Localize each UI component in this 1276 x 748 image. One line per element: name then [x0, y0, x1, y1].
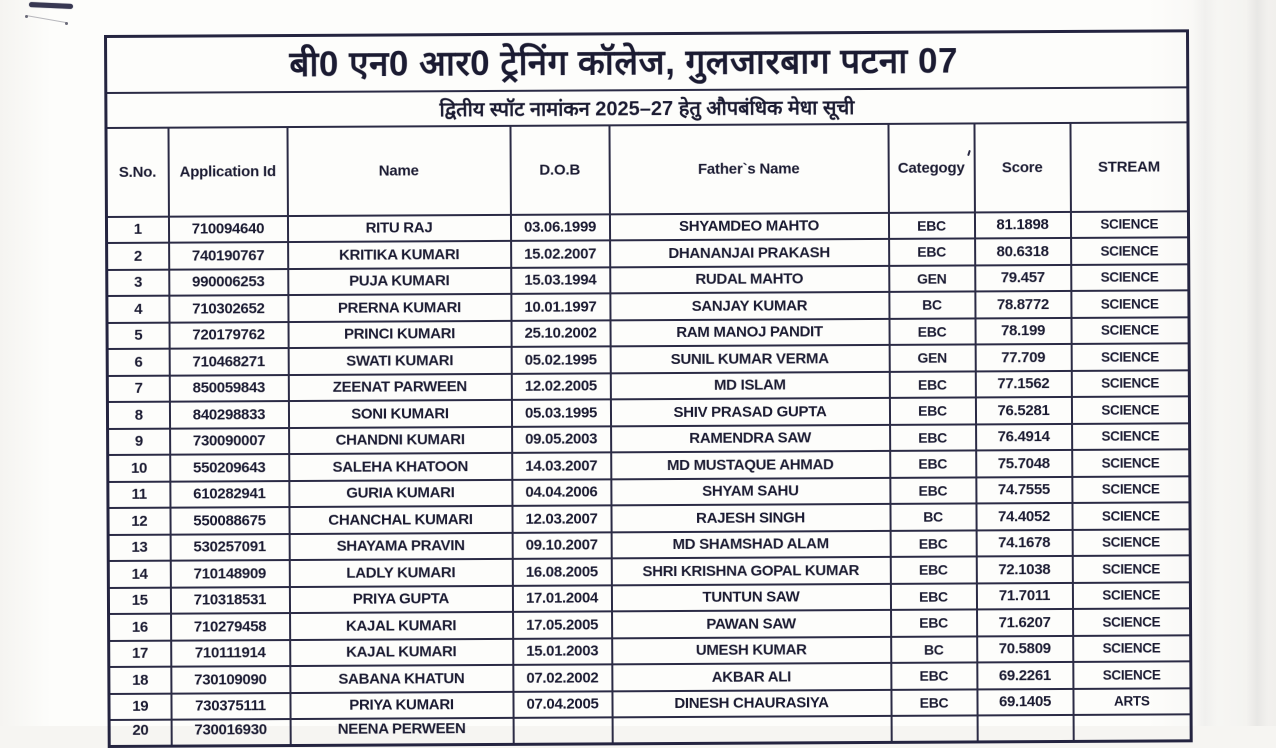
cell-name: SALEHA KHATOON	[289, 453, 512, 481]
cell-category: BC	[890, 503, 976, 530]
cell-category: EBC	[890, 556, 976, 583]
cell-application-id: 730375111	[171, 693, 290, 720]
cell-score: 74.7555	[976, 476, 1072, 503]
cell-stream	[1073, 714, 1191, 741]
ink-dot-artifact	[65, 22, 68, 25]
cell-dob: 15.02.2007	[511, 240, 610, 267]
cell-name: RITU RAJ	[287, 214, 510, 242]
cell-name: CHANCHAL KUMARI	[289, 506, 512, 534]
title-row	[106, 31, 1188, 93]
cell-father-name: SHRI KRISHNA GOPAL KUMAR	[611, 557, 890, 585]
cell-stream: SCIENCE	[1073, 661, 1191, 688]
cell-sno: 12	[108, 508, 170, 535]
cell-father-name: RAMENDRA SAW	[611, 424, 890, 452]
cell-category: EBC	[889, 318, 975, 345]
cell-application-id: 530257091	[170, 534, 289, 561]
cell-sno: 2	[107, 243, 169, 270]
cell-score: 76.5281	[975, 397, 1071, 424]
cell-father-name: RAM MANOJ PANDIT	[610, 318, 889, 346]
cell-father-name	[612, 716, 891, 744]
cell-stream: SCIENCE	[1072, 582, 1190, 609]
cell-score: 77.1562	[975, 370, 1071, 397]
cell-stream: SCIENCE	[1071, 317, 1189, 344]
cell-father-name: MD ISLAM	[610, 371, 889, 399]
cell-application-id: 730016930	[171, 719, 290, 746]
cell-sno: 20	[109, 720, 171, 747]
cell-name: LADLY KUMARI	[289, 559, 512, 587]
scan-streak-artifact	[1192, 0, 1218, 726]
cell-name: CHANDNI KUMARI	[289, 426, 512, 454]
cell-score: 80.6318	[975, 238, 1071, 265]
cell-score: 69.2261	[977, 662, 1073, 689]
cell-dob: 15.03.1994	[511, 267, 610, 294]
cell-application-id: 610282941	[170, 481, 289, 508]
cell-dob: 05.02.1995	[511, 346, 610, 373]
cell-father-name: SANJAY KUMAR	[610, 292, 889, 320]
cell-application-id: 550088675	[170, 507, 289, 534]
cell-category: GEN	[889, 344, 975, 371]
cell-application-id: 710094640	[168, 216, 287, 243]
cell-sno: 1	[106, 216, 168, 243]
cell-dob: 09.10.2007	[512, 532, 611, 559]
cell-sno: 10	[108, 455, 170, 482]
cell-name: ZEENAT PARWEEN	[288, 373, 511, 401]
cell-application-id: 710111914	[171, 640, 290, 667]
cell-application-id: 850059843	[169, 375, 288, 402]
cell-application-id: 730109090	[171, 666, 290, 693]
cell-sno: 6	[107, 349, 169, 376]
table-row	[109, 714, 1191, 746]
cell-category: EBC	[890, 530, 976, 557]
cell-score: 71.7011	[976, 582, 1072, 609]
cell-application-id: 710302652	[169, 295, 288, 322]
cell-score: 75.7048	[976, 450, 1072, 477]
cell-dob	[513, 717, 612, 744]
cell-father-name: DINESH CHAURASIYA	[612, 689, 891, 717]
cell-application-id: 710279458	[171, 613, 290, 640]
cell-stream: SCIENCE	[1070, 211, 1188, 238]
cell-father-name: TUNTUN SAW	[611, 583, 890, 611]
cell-category: BC	[889, 291, 975, 318]
cell-sno: 19	[109, 693, 171, 720]
column-header-name: Name	[287, 125, 510, 215]
page-title: बी0 एन0 आर0 ट्रेनिंग कॉलेज, गुलजारबाग पटना 07	[106, 31, 1188, 93]
scan-streak-artifact	[1246, 0, 1268, 726]
column-header-father-name: Father`s Name	[609, 123, 888, 213]
cell-father-name: SHIV PRASAD GUPTA	[610, 398, 889, 426]
merit-table-body	[106, 211, 1191, 747]
cell-score: 77.709	[975, 344, 1071, 371]
cell-father-name: SHYAMDEO MAHTO	[609, 212, 888, 240]
column-header-category: Categogy	[888, 123, 974, 212]
cell-application-id: 710318531	[170, 587, 289, 614]
cell-name: PRINCI KUMARI	[288, 320, 511, 348]
cell-category: EBC	[890, 583, 976, 610]
cell-dob: 09.05.2003	[512, 426, 611, 453]
cell-name: SONI KUMARI	[288, 400, 511, 428]
cell-stream: SCIENCE	[1072, 476, 1190, 503]
cell-stream: SCIENCE	[1071, 237, 1189, 264]
cell-category: EBC	[889, 238, 975, 265]
cell-category: EBC	[889, 397, 975, 424]
cell-sno: 5	[107, 322, 169, 349]
cell-name: PUJA KUMARI	[288, 267, 511, 295]
cell-name: KAJAL KUMARI	[290, 638, 513, 666]
cell-category: EBC	[890, 450, 976, 477]
cell-father-name: MD MUSTAQUE AHMAD	[611, 451, 890, 479]
cell-category: BC	[891, 636, 977, 663]
column-header-stream: STREAM	[1070, 122, 1189, 212]
cell-father-name: MD SHAMSHAD ALAM	[611, 530, 890, 558]
cell-category: GEN	[889, 265, 975, 292]
cell-category: EBC	[890, 424, 976, 451]
cell-dob: 14.03.2007	[512, 452, 611, 479]
cell-sno: 4	[107, 296, 169, 323]
cell-application-id: 840298833	[169, 401, 288, 428]
cell-dob: 16.08.2005	[512, 558, 611, 585]
cell-score: 72.1038	[976, 556, 1072, 583]
cell-name: PRERNA KUMARI	[288, 294, 511, 322]
cell-application-id: 990006253	[169, 269, 288, 296]
cell-sno: 17	[109, 640, 171, 667]
cell-score: 78.8772	[975, 291, 1071, 318]
cell-score: 69.1405	[977, 688, 1073, 715]
cell-application-id: 720179762	[169, 322, 288, 349]
cell-dob: 07.04.2005	[513, 691, 612, 718]
cell-sno: 16	[109, 614, 171, 641]
cell-dob: 17.01.2004	[512, 585, 611, 612]
cell-stream: SCIENCE	[1071, 370, 1189, 397]
cell-stream: SCIENCE	[1071, 264, 1189, 291]
cell-stream: SCIENCE	[1071, 343, 1189, 370]
cell-score: 74.1678	[976, 529, 1072, 556]
cell-dob: 12.03.2007	[512, 505, 611, 532]
ink-dot-artifact	[25, 15, 28, 18]
cell-score: 71.6207	[977, 609, 1073, 636]
cell-father-name: DHANANJAI PRAKASH	[610, 239, 889, 267]
cell-category: EBC	[891, 662, 977, 689]
cell-score: 76.4914	[976, 423, 1072, 450]
cell-sno: 15	[108, 587, 170, 614]
cell-name: SABANA KHATUN	[290, 665, 513, 693]
cell-name: GURIA KUMARI	[289, 479, 512, 507]
column-header-score: Score	[974, 122, 1070, 212]
cell-category: EBC	[889, 371, 975, 398]
cell-category	[891, 715, 977, 742]
cell-score: 81.1898	[974, 211, 1070, 238]
cell-score: 70.5809	[977, 635, 1073, 662]
cell-sno: 18	[109, 667, 171, 694]
column-header-dob: D.O.B	[510, 125, 609, 215]
cell-dob: 03.06.1999	[510, 214, 609, 241]
merit-list-table	[104, 29, 1193, 748]
cell-dob: 12.02.2005	[511, 373, 610, 400]
cell-sno: 9	[108, 428, 170, 455]
cell-father-name: SUNIL KUMAR VERMA	[610, 345, 889, 373]
cell-application-id: 710148909	[170, 560, 289, 587]
cell-stream: SCIENCE	[1073, 635, 1191, 662]
cell-dob: 04.04.2006	[512, 479, 611, 506]
cell-application-id: 740190767	[169, 242, 288, 269]
cell-dob: 07.02.2002	[513, 664, 612, 691]
cell-father-name: AKBAR ALI	[612, 663, 891, 691]
cell-name: SWATI KUMARI	[288, 347, 511, 375]
cell-score: 78.199	[975, 317, 1071, 344]
cell-father-name: RAJESH SINGH	[611, 504, 890, 532]
column-header-application-id: Application Id	[168, 127, 287, 217]
cell-application-id: 710468271	[169, 348, 288, 375]
cell-sno: 7	[107, 375, 169, 402]
cell-sno: 11	[108, 481, 170, 508]
page-subtitle: द्वितीय स्पॉट नामांकन 2025–27 हेतु औपबंधिक मेधा सूची	[106, 87, 1188, 128]
cell-application-id: 550209643	[170, 454, 289, 481]
cell-stream: SCIENCE	[1071, 396, 1189, 423]
cell-father-name: RUDAL MAHTO	[610, 265, 889, 293]
cell-stream: SCIENCE	[1073, 608, 1191, 635]
column-header-row	[106, 122, 1189, 217]
cell-sno: 14	[108, 561, 170, 588]
cell-dob: 17.05.2005	[513, 611, 612, 638]
cell-stream: SCIENCE	[1072, 423, 1190, 450]
ink-smudge-artifact	[29, 2, 73, 9]
cell-category: EBC	[888, 212, 974, 239]
cell-score: 79.457	[975, 264, 1071, 291]
cell-sno: 8	[107, 402, 169, 429]
cell-sno: 3	[107, 269, 169, 296]
cell-score: 74.4052	[976, 503, 1072, 530]
cell-father-name: PAWAN SAW	[612, 610, 891, 638]
cell-stream: SCIENCE	[1071, 290, 1189, 317]
pencil-line-artifact	[26, 15, 68, 23]
cell-dob: 15.01.2003	[513, 638, 612, 665]
merit-list-table-head	[106, 31, 1189, 217]
cell-name: KAJAL KUMARI	[290, 612, 513, 640]
cell-name: PRIYA GUPTA	[289, 585, 512, 613]
cell-score	[977, 715, 1073, 742]
cell-stream: SCIENCE	[1072, 449, 1190, 476]
cell-sno: 13	[108, 534, 170, 561]
cell-father-name: UMESH KUMAR	[612, 636, 891, 664]
cell-father-name: SHYAM SAHU	[611, 477, 890, 505]
cell-name: PRIYA KUMARI	[290, 691, 513, 719]
cell-stream: SCIENCE	[1072, 529, 1190, 556]
cell-name: KRITIKA KUMARI	[288, 241, 511, 269]
cell-dob: 05.03.1995	[511, 399, 610, 426]
cell-category: EBC	[890, 477, 976, 504]
column-header-sno: S.No.	[106, 127, 168, 216]
cell-stream: SCIENCE	[1072, 555, 1190, 582]
cell-name: NEENA PERWEEN	[290, 718, 513, 746]
cell-name: SHAYAMA PRAVIN	[289, 532, 512, 560]
cell-category: EBC	[891, 609, 977, 636]
subtitle-row	[106, 87, 1188, 128]
cell-dob: 10.01.1997	[511, 293, 610, 320]
cell-category: EBC	[891, 689, 977, 716]
cell-stream: SCIENCE	[1072, 502, 1190, 529]
cell-dob: 25.10.2002	[511, 320, 610, 347]
cell-stream: ARTS	[1073, 688, 1191, 715]
cell-application-id: 730090007	[170, 428, 289, 455]
